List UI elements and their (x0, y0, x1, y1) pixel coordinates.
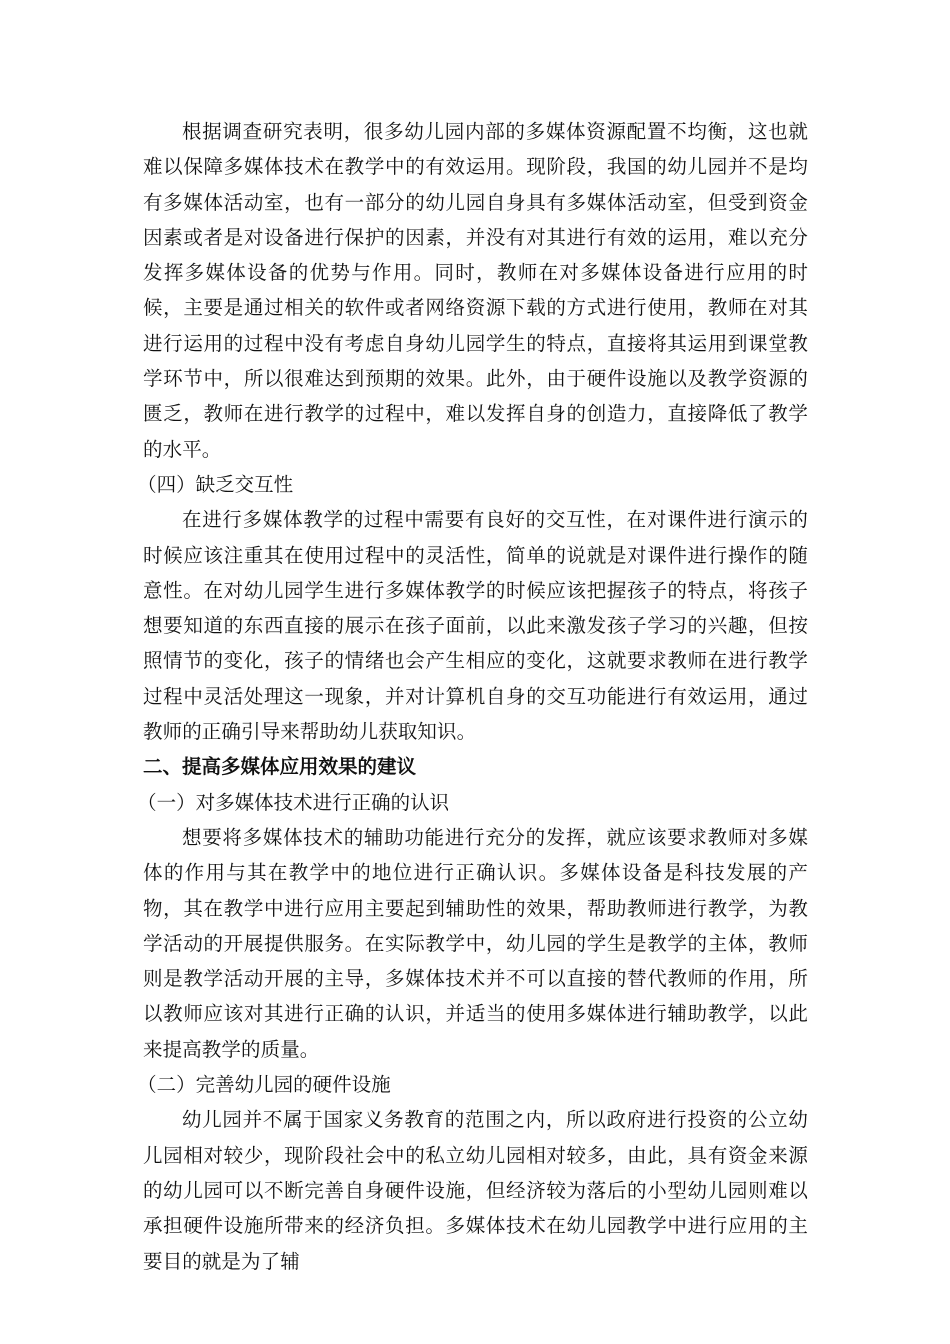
document-page (137, 114, 808, 1279)
subheading-hardware-facilities: （二）完善幼儿园的硬件设施 (137, 1073, 391, 1097)
paragraph-resource-allocation: 根据调查研究表明，很多幼儿园内部的多媒体资源配置不均衡，这也就难以保障多媒体技术在教学中的有效运用。现阶段，我国的幼儿园并不是均有多媒体活动室，也有一部分的幼儿园自身具有多媒体活动室，但受到资金因素或者是对设备进行保护的因素，并没有对其进行有效的运用，难以充分发挥多媒体设备的优势与作用。同时，教师在对多媒体设备进行应用的时候，主要是通过相关的软件或者网络资源下载的方式进行使用，教师在对其进行运用的过程中没有考虑自身幼儿园学生的特点，直接将其运用到课堂教学环节中，所以很难达到预期的效果。此外，由于硬件设施以及教学资源的匮乏，教师在进行教学的过程中，难以发挥自身的创造力，直接降低了教学的水平。 (143, 120, 808, 461)
paragraph-hardware-facilities: 幼儿园并不属于国家义务教育的范围之内，所以政府进行投资的公立幼儿园相对较少，现阶段社会中的私立幼儿园相对较多，由此，具有资金来源的幼儿园可以不断完善自身硬件设施，但经济较为落后的小型幼儿园则难以承担硬件设施所带来的经济负担。多媒体技术在幼儿园教学中进行应用的主要目的就是为了辅 (143, 1108, 808, 1273)
subheading-correct-understanding: （一）对多媒体技术进行正确的认识 (137, 790, 450, 814)
paragraph-interactivity: 在进行多媒体教学的过程中需要有良好的交互性，在对课件进行演示的时候应该注重其在使用过程中的灵活性，简单的说就是对课件进行操作的随意性。在对幼儿园学生进行多媒体教学的时候应该把握孩子的特点，将孩子想要知道的东西直接的展示在孩子面前，以此来激发孩子学习的兴趣，但按照情节的变化，孩子的情绪也会产生相应的变化，这就要求教师在进行教学过程中灵活处理这一现象，并对计算机自身的交互功能进行有效运用，通过教师的正确引导来帮助幼儿获取知识。 (143, 508, 808, 744)
subheading-lack-of-interactivity: （四）缺乏交互性 (137, 472, 294, 496)
section-heading-suggestions: 二、提高多媒体应用效果的建议 (143, 755, 417, 779)
paragraph-correct-understanding: 想要将多媒体技术的辅助功能进行充分的发挥，就应该要求教师对多媒体的作用与其在教学中的地位进行正确认识。多媒体设备是科技发展的产物，其在教学中进行应用主要起到辅助性的效果，帮助教师进行教学，为教学活动的开展提供服务。在实际教学中，幼儿园的学生是教学的主体，教师则是教学活动开展的主导，多媒体技术并不可以直接的替代教师的作用，所以教师应该对其进行正确的认识，并适当的使用多媒体进行辅助教学，以此来提高教学的质量。 (143, 825, 808, 1061)
